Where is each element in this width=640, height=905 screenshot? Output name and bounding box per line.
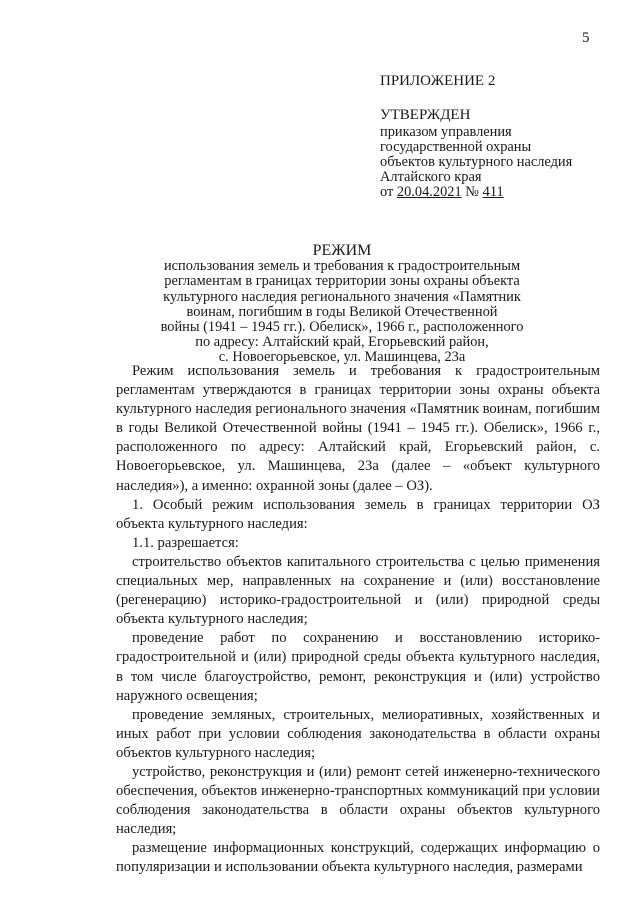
body-paragraph: 1.1. разрешается: xyxy=(132,534,239,551)
number-sign: № xyxy=(465,184,480,200)
approval-line: государственной охраны xyxy=(380,139,532,155)
subtitle-line: использования земель и требования к градостроительным xyxy=(163,258,521,275)
appendix-label: ПРИЛОЖЕНИЕ 2 xyxy=(380,73,496,89)
body-paragraph: размещение информационных конструкций, содержащих информацию о популяризации и использовании объекта культурного наследия, размерами xyxy=(116,840,600,876)
document-title: РЕЖИМ xyxy=(312,242,372,259)
approval-line: Алтайского края xyxy=(380,169,482,185)
approval-line: приказом управления xyxy=(380,124,512,140)
page-number: 5 xyxy=(582,30,590,46)
order-date: 20.04.2021 xyxy=(396,184,462,200)
body-paragraph: 1. Особый режим использования земель в границах территории ОЗ объекта культурного наследия: xyxy=(116,496,600,532)
subtitle-line: с. Новоегорьевское, ул. Машинцева, 23а xyxy=(218,349,466,366)
approval-title: УТВЕРЖДЕН xyxy=(380,107,471,123)
body-paragraph: Режим использования земель и требования к градостроительным регламентам утверждаются в границах территории зоны охраны объекта культурного наследия регионального значения «Памятник воинам, погибшим в годы Великой Отечественной войны (1941 – 1945 гг.). Обелиск», 1966 г., расположенного по адресу: Алтайский край, Егорьевский район, с. Новоегорьевское, ул. Машинцева, 23а (далее – «объект культурного наследия»), а именно: охранной зоны (далее – ОЗ). xyxy=(116,363,600,494)
order-number: 411 xyxy=(482,184,504,200)
document-body xyxy=(116,362,600,878)
body-paragraph: проведение работ по сохранению и восстановлению историко-градостроительной и (или) природной среды объекта культурного наследия, в том числе благоустройство, ремонт, реконструкция и (или) устройство наружного освещения; xyxy=(116,630,600,704)
date-prefix: от xyxy=(380,184,394,200)
subtitle-line: регламентам в границах территории зоны охраны объекта xyxy=(164,273,520,290)
approval-block xyxy=(380,108,572,200)
subtitle-line: по адресу: Алтайский край, Егорьевский район, xyxy=(195,334,489,351)
document-title-block xyxy=(150,243,534,366)
subtitle-line: войны (1941 – 1945 гг.). Обелиск», 1966 г., расположенного xyxy=(160,319,524,336)
body-paragraph: устройство, реконструкция и (или) ремонт сетей инженерно-технического обеспечения, объектов инженерно-транспортных коммуникаций при условии соблюдения законодательства в области охраны объектов культурного наследия; xyxy=(116,763,600,838)
subtitle-line: культурного наследия регионального значения «Памятник xyxy=(163,288,521,305)
order-date-number-line xyxy=(380,185,572,200)
body-paragraph: строительство объектов капитального строительства с целью применения специальных мер, направленных на сохранение и (или) восстановление (регенерацию) историко-градостроительной и (или) природной среды объекта культурного наследия; xyxy=(116,553,600,628)
approval-line: объектов культурного наследия xyxy=(380,154,573,170)
body-paragraph: проведение земляных, строительных, мелиоративных, хозяйственных и иных работ при условии соблюдения законодательства в области охраны объектов культурного наследия; xyxy=(116,706,600,761)
subtitle-line: воинам, погибшим в годы Великой Отечественной xyxy=(186,303,498,320)
